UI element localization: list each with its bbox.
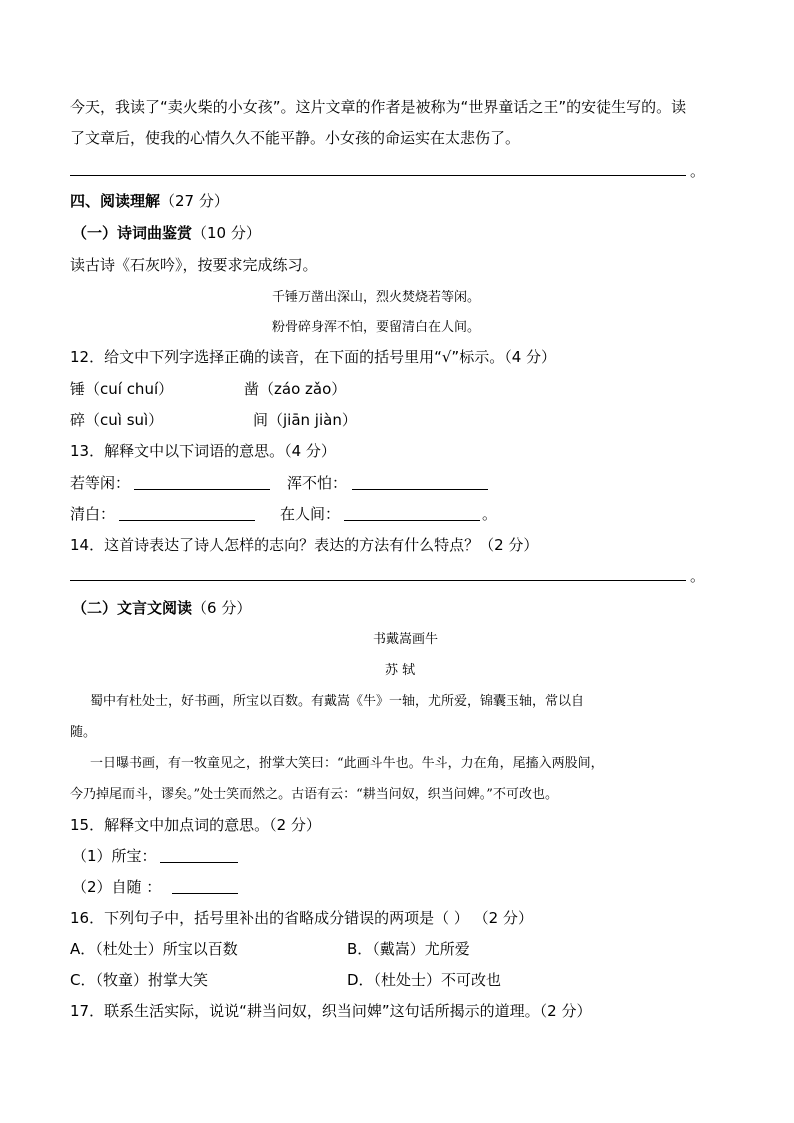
q13-item-1: 若等闲：: [70, 474, 131, 492]
q13-text: 13．解释文中以下词语的意思。（4 分）: [70, 442, 336, 460]
passage-para2-line2: 今乃掉尾而斗，谬矣。”处士笑而然之。古语有云：“耕当问奴，织当问婢。”不可改也。: [70, 787, 558, 802]
passage-para1-line1: 蜀中有杜处士，好书画，所宝以百数。有戴嵩《牛》一轴，尤所爱，锦囊玉轴，常以自: [90, 694, 585, 709]
passage-para2-line1: 一日曝书画，有一牧童见之，拊掌大笑曰：“此画斗牛也。牛斗，力在角，尾搐入两股间，: [90, 756, 604, 771]
part1-heading: [72, 222, 261, 243]
q12-row2-left: 碎（cuì suì）: [70, 411, 164, 429]
q14-end-mark: 。: [690, 567, 706, 585]
q13-end-mark: 。: [482, 505, 498, 523]
q16-text: 16．下列句子中，括号里补出的省略成分错误的两项是（ ） （2 分）: [70, 909, 533, 927]
section-score: （27 分）: [160, 192, 229, 210]
q16-option-b[interactable]: B．（戴嵩）尤所爱: [347, 940, 470, 958]
q17-text: 17．联系生活实际，说说“耕当问奴，织当问婢”这句话所揭示的道理。（2 分）: [70, 1002, 592, 1020]
part1-title: （一）诗词曲鉴赏: [72, 224, 193, 242]
q12-row1-right: 凿（záo zǎo）: [244, 380, 347, 398]
q15-blank-2[interactable]: [172, 893, 238, 894]
passage-author: 苏 轼: [385, 663, 416, 678]
intro-line-2: 了文章后，使我的心情久久不能平静。小女孩的命运实在太悲伤了。: [70, 129, 521, 147]
q13-blank-2[interactable]: [352, 489, 488, 490]
part2-score: （6 分）: [192, 599, 252, 617]
q13-blank-3[interactable]: [119, 520, 255, 521]
q13-item-2: 浑不怕：: [287, 474, 348, 492]
section-heading: [70, 190, 229, 211]
passage-title: 书戴嵩画牛: [373, 632, 439, 647]
intro-line-1: 今天，我读了“卖火柴的小女孩”。这片文章的作者是被称为“世界童话之王”的安徒生写的。读: [70, 98, 687, 116]
q13-blank-1[interactable]: [134, 489, 270, 490]
part1-score: （10 分）: [192, 224, 261, 242]
q16-option-c[interactable]: C．（牧童）拊掌大笑: [70, 971, 208, 989]
poem-line-1: 千锤万凿出深山，烈火焚烧若等闲。: [272, 290, 481, 305]
part2-title: （二）文言文阅读: [72, 599, 193, 617]
q12-row2-right: 间（jiān jiàn）: [253, 411, 357, 429]
answer-line[interactable]: [70, 175, 686, 176]
passage-para1-line2: 随。: [70, 725, 97, 740]
part1-instruction: 读古诗《石灰吟》，按要求完成练习。: [70, 256, 318, 274]
q13-blank-4[interactable]: [344, 520, 480, 521]
poem-line-2: 粉骨碎身浑不怕，要留清白在人间。: [272, 320, 481, 335]
q12-text: 12．给文中下列字选择正确的读音，在下面的括号里用“√”标示。（4 分）: [70, 348, 557, 366]
q15-blank-1[interactable]: [160, 862, 238, 863]
section-title: 四、阅读理解: [70, 192, 161, 210]
part2-heading: [72, 597, 251, 618]
q15-item-2: （2）自随 ：: [72, 878, 162, 896]
q13-item-3: 清白：: [70, 505, 116, 523]
q15-text: 15．解释文中加点词的意思。（2 分）: [70, 816, 321, 834]
q12-row1-left: 锤（cuí chuí）: [70, 380, 174, 398]
end-mark: 。: [690, 162, 706, 180]
q14-text: 14．这首诗表达了诗人怎样的志向？表达的方法有什么特点？（2 分）: [70, 536, 539, 554]
q16-option-d[interactable]: D．（杜处士）不可改也: [347, 971, 502, 989]
q14-answer-line[interactable]: [70, 580, 686, 581]
q16-option-a[interactable]: A．（杜处士）所宝以百数: [70, 940, 238, 958]
q13-item-4: 在人间：: [280, 505, 341, 523]
q15-item-1: （1）所宝：: [72, 847, 157, 865]
